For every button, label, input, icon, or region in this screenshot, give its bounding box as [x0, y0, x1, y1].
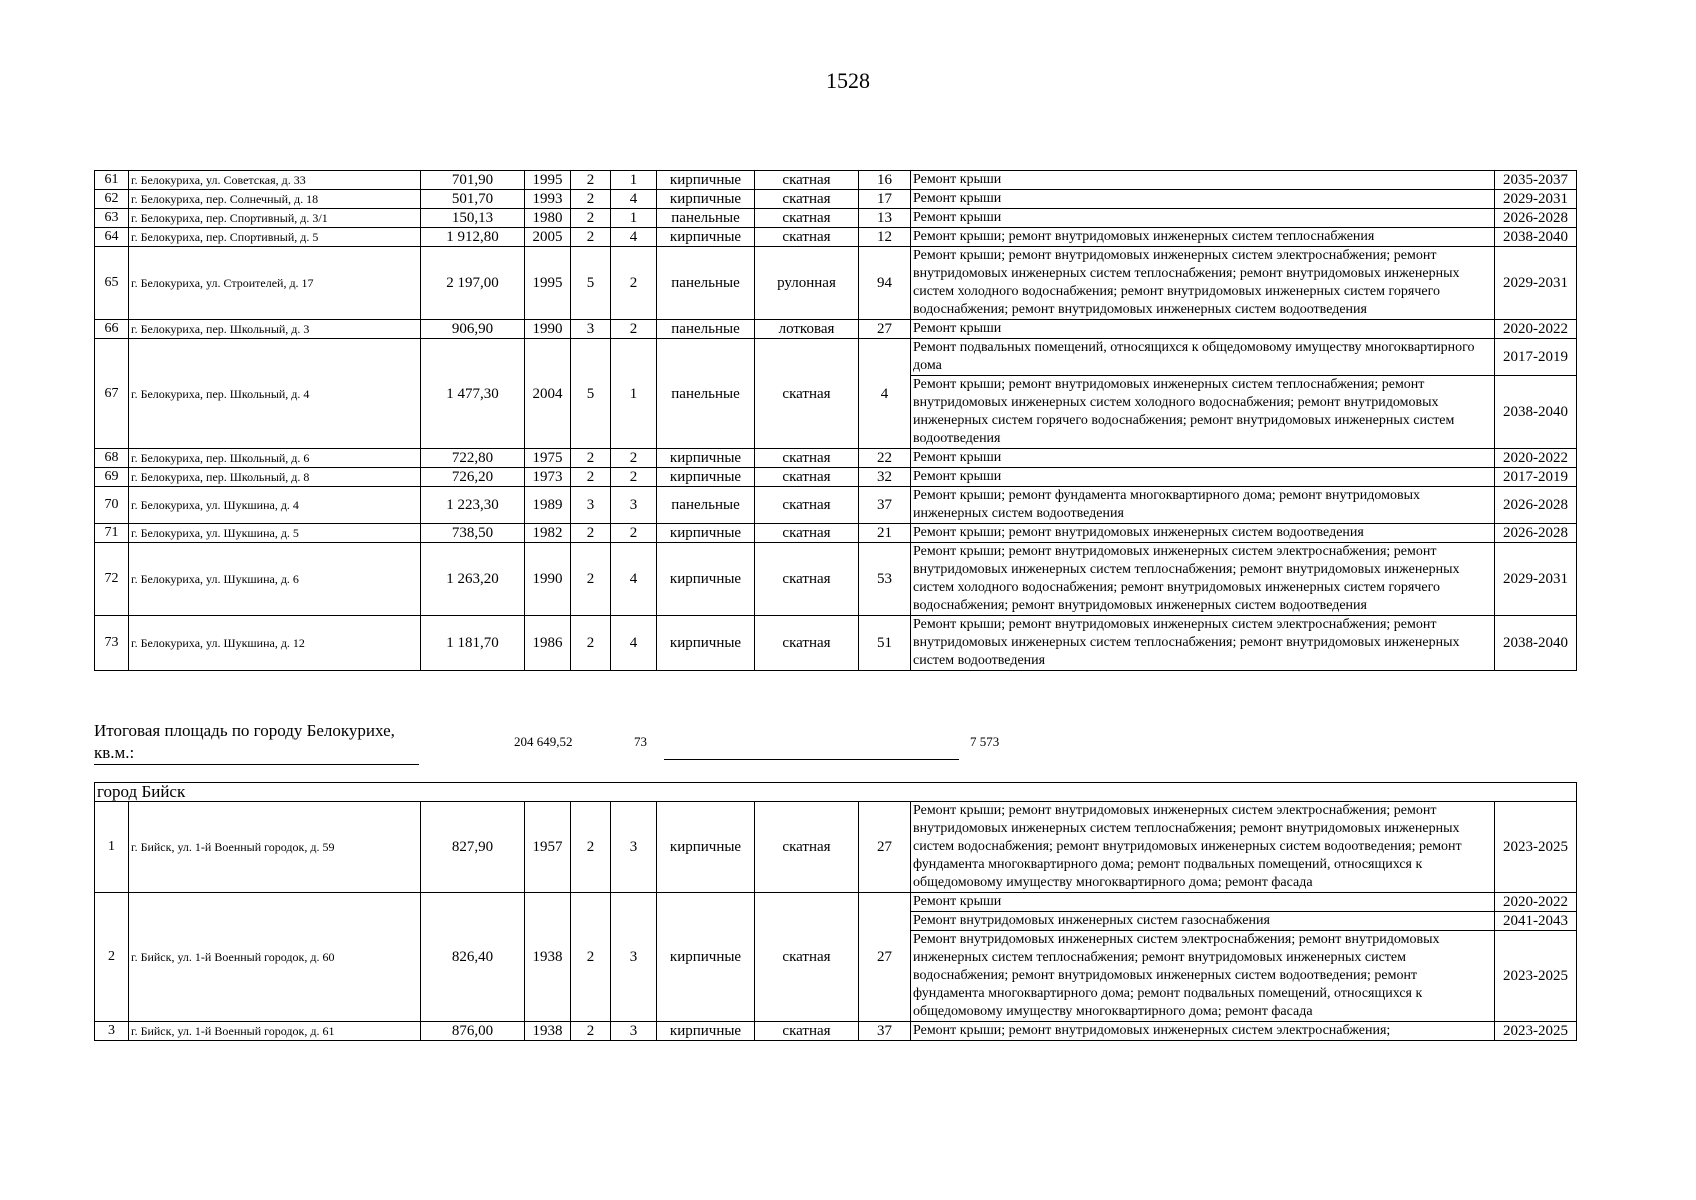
- flat-count: 12: [859, 228, 911, 247]
- table-row: [95, 209, 1577, 228]
- repair-works: Ремонт крыши; ремонт внутридомовых инженерных систем электроснабжения; ремонт внутридомовых инженерных систем теплоснабжения; ремонт внутридомовых инженерных систем холодного водоснабжения; ремонт внутридомовых инженерных систем горячего водоснабжения; ремонт внутридомовых инженерных систем водоотведения: [911, 543, 1495, 616]
- roof-type: скатная: [755, 339, 859, 449]
- repair-period: 2017-2019: [1495, 339, 1577, 376]
- flat-count: 53: [859, 543, 911, 616]
- row-number: 2: [95, 893, 129, 1022]
- entrance-count: 4: [611, 543, 657, 616]
- row-number: 68: [95, 449, 129, 468]
- entrance-count: 1: [611, 209, 657, 228]
- flat-count: 27: [859, 320, 911, 339]
- wall-material: кирпичные: [657, 190, 755, 209]
- repair-period: 2023-2025: [1495, 1022, 1577, 1041]
- roof-type: скатная: [755, 228, 859, 247]
- repair-works: Ремонт крыши: [911, 449, 1495, 468]
- building-address: г. Белокуриха, пер. Школьный, д. 3: [129, 320, 421, 339]
- wall-material: кирпичные: [657, 1022, 755, 1041]
- row-number: 65: [95, 247, 129, 320]
- repair-period: 2035-2037: [1495, 171, 1577, 190]
- construction-year: 1957: [525, 802, 571, 893]
- construction-year: 1995: [525, 247, 571, 320]
- table-row: [95, 893, 1577, 912]
- building-address: г. Белокуриха, ул. Шукшина, д. 12: [129, 616, 421, 671]
- repair-period: 2029-2031: [1495, 190, 1577, 209]
- row-number: 73: [95, 616, 129, 671]
- row-number: 71: [95, 524, 129, 543]
- building-address: г. Белокуриха, пер. Спортивный, д. 3/1: [129, 209, 421, 228]
- row-number: 1: [95, 802, 129, 893]
- wall-material: кирпичные: [657, 802, 755, 893]
- page-number: 1528: [826, 68, 870, 93]
- entrance-count: 4: [611, 228, 657, 247]
- table-row: [95, 339, 1577, 376]
- table-row: [95, 802, 1577, 893]
- repair-works: Ремонт крыши: [911, 190, 1495, 209]
- wall-material: кирпичные: [657, 616, 755, 671]
- total-area: 826,40: [421, 893, 525, 1022]
- roof-type: скатная: [755, 616, 859, 671]
- repair-period: 2026-2028: [1495, 524, 1577, 543]
- floor-count: 5: [571, 247, 611, 320]
- row-number: 64: [95, 228, 129, 247]
- repair-works: Ремонт крыши; ремонт внутридомовых инженерных систем электроснабжения; ремонт внутридомовых инженерных систем теплоснабжения; ремонт внутридомовых инженерных систем холодного водоснабжения; ремонт внутридомовых инженерных систем горячего водоснабжения; ремонт внутридомовых инженерных систем водоотведения: [911, 247, 1495, 320]
- row-number: 63: [95, 209, 129, 228]
- floor-count: 2: [571, 524, 611, 543]
- repair-works: Ремонт крыши; ремонт внутридомовых инженерных систем водоотведения: [911, 524, 1495, 543]
- flat-count: 27: [859, 893, 911, 1022]
- repair-works: Ремонт внутридомовых инженерных систем газоснабжения: [911, 912, 1495, 931]
- repair-works: Ремонт крыши: [911, 893, 1495, 912]
- wall-material: панельные: [657, 487, 755, 524]
- construction-year: 1982: [525, 524, 571, 543]
- construction-year: 2005: [525, 228, 571, 247]
- building-address: г. Бийск, ул. 1-й Военный городок, д. 59: [129, 802, 421, 893]
- wall-material: кирпичные: [657, 524, 755, 543]
- total-area: 1 181,70: [421, 616, 525, 671]
- repair-period: 2020-2022: [1495, 320, 1577, 339]
- entrance-count: 2: [611, 449, 657, 468]
- flat-count: 37: [859, 487, 911, 524]
- roof-type: скатная: [755, 171, 859, 190]
- flat-count: 16: [859, 171, 911, 190]
- roof-type: скатная: [755, 449, 859, 468]
- flat-count: 51: [859, 616, 911, 671]
- repair-works: Ремонт крыши: [911, 468, 1495, 487]
- repair-period: 2038-2040: [1495, 616, 1577, 671]
- total-area: 150,13: [421, 209, 525, 228]
- entrance-count: 3: [611, 802, 657, 893]
- table-row: [95, 320, 1577, 339]
- floor-count: 2: [571, 543, 611, 616]
- entrance-count: 1: [611, 171, 657, 190]
- total-area: 876,00: [421, 1022, 525, 1041]
- repair-works: Ремонт крыши; ремонт внутридомовых инженерных систем теплоснабжения; ремонт внутридомовых инженерных систем холодного водоснабжения; ремонт внутридомовых инженерных систем горячего водоснабжения; ремонт внутридомовых инженерных систем водоотведения: [911, 376, 1495, 449]
- building-address: г. Белокуриха, ул. Шукшина, д. 6: [129, 543, 421, 616]
- row-number: 67: [95, 339, 129, 449]
- building-address: г. Белокуриха, ул. Советская, д. 33: [129, 171, 421, 190]
- repair-period: 2029-2031: [1495, 247, 1577, 320]
- flat-count: 4: [859, 339, 911, 449]
- repair-period: 2038-2040: [1495, 376, 1577, 449]
- row-number: 3: [95, 1022, 129, 1041]
- roof-type: скатная: [755, 209, 859, 228]
- construction-year: 1980: [525, 209, 571, 228]
- roof-type: скатная: [755, 487, 859, 524]
- repair-period: 2026-2028: [1495, 209, 1577, 228]
- total-area: 722,80: [421, 449, 525, 468]
- table-row: [95, 171, 1577, 190]
- total-area: 2 197,00: [421, 247, 525, 320]
- summary-label: Итоговая площадь по городу Белокурихе, кв.м.:: [94, 720, 419, 765]
- row-number: 72: [95, 543, 129, 616]
- floor-count: 2: [571, 893, 611, 1022]
- repair-period: 2020-2022: [1495, 893, 1577, 912]
- construction-year: 1993: [525, 190, 571, 209]
- floor-count: 2: [571, 802, 611, 893]
- repair-period: 2017-2019: [1495, 468, 1577, 487]
- total-area: 1 477,30: [421, 339, 525, 449]
- roof-type: скатная: [755, 190, 859, 209]
- roof-type: рулонная: [755, 247, 859, 320]
- total-area: 1 263,20: [421, 543, 525, 616]
- entrance-count: 2: [611, 247, 657, 320]
- summary-divider: [664, 759, 959, 760]
- construction-year: 1975: [525, 449, 571, 468]
- building-address: г. Белокуриха, пер. Спортивный, д. 5: [129, 228, 421, 247]
- roof-type: лотковая: [755, 320, 859, 339]
- row-number: 66: [95, 320, 129, 339]
- total-area: 701,90: [421, 171, 525, 190]
- table-row: [95, 449, 1577, 468]
- repair-period: 2023-2025: [1495, 931, 1577, 1022]
- flat-count: 37: [859, 1022, 911, 1041]
- row-number: 61: [95, 171, 129, 190]
- summary-count: 73: [634, 734, 647, 749]
- entrance-count: 4: [611, 616, 657, 671]
- wall-material: кирпичные: [657, 228, 755, 247]
- construction-year: 1990: [525, 543, 571, 616]
- repair-works: Ремонт крыши; ремонт фундамента многоквартирного дома; ремонт внутридомовых инженерных систем водоотведения: [911, 487, 1495, 524]
- repair-period: 2041-2043: [1495, 912, 1577, 931]
- flat-count: 22: [859, 449, 911, 468]
- floor-count: 3: [571, 320, 611, 339]
- floor-count: 2: [571, 616, 611, 671]
- building-address: г. Бийск, ул. 1-й Военный городок, д. 61: [129, 1022, 421, 1041]
- row-number: 69: [95, 468, 129, 487]
- wall-material: панельные: [657, 339, 755, 449]
- floor-count: 3: [571, 487, 611, 524]
- repair-works: Ремонт крыши; ремонт внутридомовых инженерных систем электроснабжения; ремонт внутридомовых инженерных систем теплоснабжения; ремонт внутридомовых инженерных систем водоотведения: [911, 616, 1495, 671]
- flat-count: 21: [859, 524, 911, 543]
- roof-type: скатная: [755, 802, 859, 893]
- table-row: [95, 190, 1577, 209]
- floor-count: 2: [571, 468, 611, 487]
- floor-count: 2: [571, 190, 611, 209]
- construction-year: 1973: [525, 468, 571, 487]
- total-area: 726,20: [421, 468, 525, 487]
- housing-table-biysk: [94, 782, 1577, 1041]
- wall-material: панельные: [657, 320, 755, 339]
- wall-material: кирпичные: [657, 543, 755, 616]
- total-area: 1 223,30: [421, 487, 525, 524]
- housing-table-belokurikha: [94, 170, 1577, 671]
- roof-type: скатная: [755, 893, 859, 1022]
- wall-material: панельные: [657, 247, 755, 320]
- entrance-count: 2: [611, 320, 657, 339]
- building-address: г. Белокуриха, пер. Школьный, д. 6: [129, 449, 421, 468]
- row-number: 70: [95, 487, 129, 524]
- entrance-count: 1: [611, 339, 657, 449]
- wall-material: кирпичные: [657, 893, 755, 1022]
- floor-count: 2: [571, 1022, 611, 1041]
- repair-period: 2029-2031: [1495, 543, 1577, 616]
- total-area: 906,90: [421, 320, 525, 339]
- floor-count: 2: [571, 228, 611, 247]
- construction-year: 1986: [525, 616, 571, 671]
- roof-type: скатная: [755, 468, 859, 487]
- total-area: 738,50: [421, 524, 525, 543]
- total-area: 827,90: [421, 802, 525, 893]
- entrance-count: 4: [611, 190, 657, 209]
- construction-year: 1989: [525, 487, 571, 524]
- building-address: г. Белокуриха, пер. Солнечный, д. 18: [129, 190, 421, 209]
- table-row: [95, 468, 1577, 487]
- city-summary: [94, 720, 1594, 770]
- table-row: [95, 1022, 1577, 1041]
- repair-works: Ремонт подвальных помещений, относящихся к общедомовому имуществу многоквартирного дома: [911, 339, 1495, 376]
- flat-count: 32: [859, 468, 911, 487]
- city-header-row: [95, 783, 1577, 802]
- total-area: 1 912,80: [421, 228, 525, 247]
- wall-material: кирпичные: [657, 171, 755, 190]
- wall-material: панельные: [657, 209, 755, 228]
- roof-type: скатная: [755, 1022, 859, 1041]
- construction-year: 2004: [525, 339, 571, 449]
- entrance-count: 2: [611, 468, 657, 487]
- flat-count: 94: [859, 247, 911, 320]
- table-row: [95, 247, 1577, 320]
- wall-material: кирпичные: [657, 468, 755, 487]
- table-row: [95, 228, 1577, 247]
- entrance-count: 3: [611, 487, 657, 524]
- repair-works: Ремонт крыши; ремонт внутридомовых инженерных систем электроснабжения;: [911, 1022, 1495, 1041]
- flat-count: 17: [859, 190, 911, 209]
- repair-works: Ремонт крыши; ремонт внутридомовых инженерных систем электроснабжения; ремонт внутридомовых инженерных систем теплоснабжения; ремонт внутридомовых инженерных систем водоснабжения; ремонт внутридомовых инженерных систем водоотведения; ремонт фундамента многоквартирного дома; ремонт подвальных помещений, относящихся к общедомовому имуществу многоквартирного дома; ремонт фасада: [911, 802, 1495, 893]
- table-row: [95, 543, 1577, 616]
- construction-year: 1938: [525, 893, 571, 1022]
- repair-works: Ремонт крыши: [911, 320, 1495, 339]
- repair-period: 2020-2022: [1495, 449, 1577, 468]
- construction-year: 1990: [525, 320, 571, 339]
- row-number: 62: [95, 190, 129, 209]
- summary-flats: 7 573: [970, 734, 1000, 749]
- floor-count: 2: [571, 449, 611, 468]
- summary-area: 204 649,52: [514, 734, 573, 749]
- roof-type: скатная: [755, 524, 859, 543]
- city-name: город Бийск: [95, 783, 1577, 802]
- construction-year: 1938: [525, 1022, 571, 1041]
- repair-works: Ремонт крыши: [911, 209, 1495, 228]
- floor-count: 5: [571, 339, 611, 449]
- table-row: [95, 487, 1577, 524]
- floor-count: 2: [571, 209, 611, 228]
- building-address: г. Бийск, ул. 1-й Военный городок, д. 60: [129, 893, 421, 1022]
- wall-material: кирпичные: [657, 449, 755, 468]
- building-address: г. Белокуриха, пер. Школьный, д. 4: [129, 339, 421, 449]
- repair-period: 2023-2025: [1495, 802, 1577, 893]
- repair-works: Ремонт внутридомовых инженерных систем электроснабжения; ремонт внутридомовых инженерных систем теплоснабжения; ремонт внутридомовых инженерных систем водоснабжения; ремонт внутридомовых инженерных систем водоотведения; ремонт фундамента многоквартирного дома; ремонт подвальных помещений, относящихся к общедомовому имуществу многоквартирного дома; ремонт фасада: [911, 931, 1495, 1022]
- construction-year: 1995: [525, 171, 571, 190]
- building-address: г. Белокуриха, ул. Шукшина, д. 4: [129, 487, 421, 524]
- building-address: г. Белокуриха, пер. Школьный, д. 8: [129, 468, 421, 487]
- total-area: 501,70: [421, 190, 525, 209]
- building-address: г. Белокуриха, ул. Строителей, д. 17: [129, 247, 421, 320]
- flat-count: 13: [859, 209, 911, 228]
- repair-period: 2026-2028: [1495, 487, 1577, 524]
- floor-count: 2: [571, 171, 611, 190]
- repair-works: Ремонт крыши: [911, 171, 1495, 190]
- repair-works: Ремонт крыши; ремонт внутридомовых инженерных систем теплоснабжения: [911, 228, 1495, 247]
- entrance-count: 2: [611, 524, 657, 543]
- entrance-count: 3: [611, 893, 657, 1022]
- entrance-count: 3: [611, 1022, 657, 1041]
- flat-count: 27: [859, 802, 911, 893]
- roof-type: скатная: [755, 543, 859, 616]
- building-address: г. Белокуриха, ул. Шукшина, д. 5: [129, 524, 421, 543]
- repair-period: 2038-2040: [1495, 228, 1577, 247]
- table-row: [95, 524, 1577, 543]
- table-row: [95, 616, 1577, 671]
